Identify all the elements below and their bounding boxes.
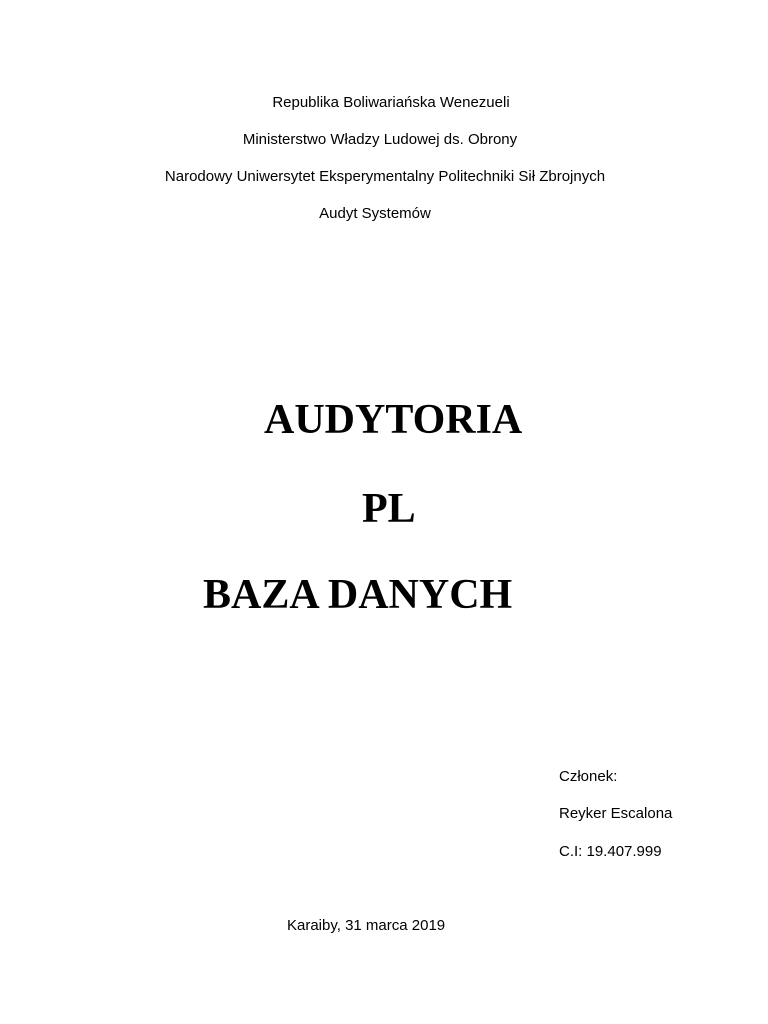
- member-id: C.I: 19.407.999: [559, 843, 662, 860]
- title-audytoria: AUDYTORIA: [264, 397, 523, 443]
- header-republic: Republika Boliwariańska Wenezueli: [272, 94, 510, 111]
- header-course: Audyt Systemów: [319, 205, 431, 222]
- header-university: Narodowy Uniwersytet Eksperymentalny Politechniki Sił Zbrojnych: [164, 168, 606, 185]
- place-date: Karaiby, 31 marca 2019: [287, 917, 446, 934]
- title-pl: PL: [362, 486, 416, 532]
- header-ministry: Ministerstwo Władzy Ludowej ds. Obrony: [242, 131, 518, 148]
- member-name: Reyker Escalona: [559, 805, 673, 822]
- member-label: Członek:: [559, 768, 618, 785]
- title-baza-danych: BAZA DANYCH: [203, 572, 513, 618]
